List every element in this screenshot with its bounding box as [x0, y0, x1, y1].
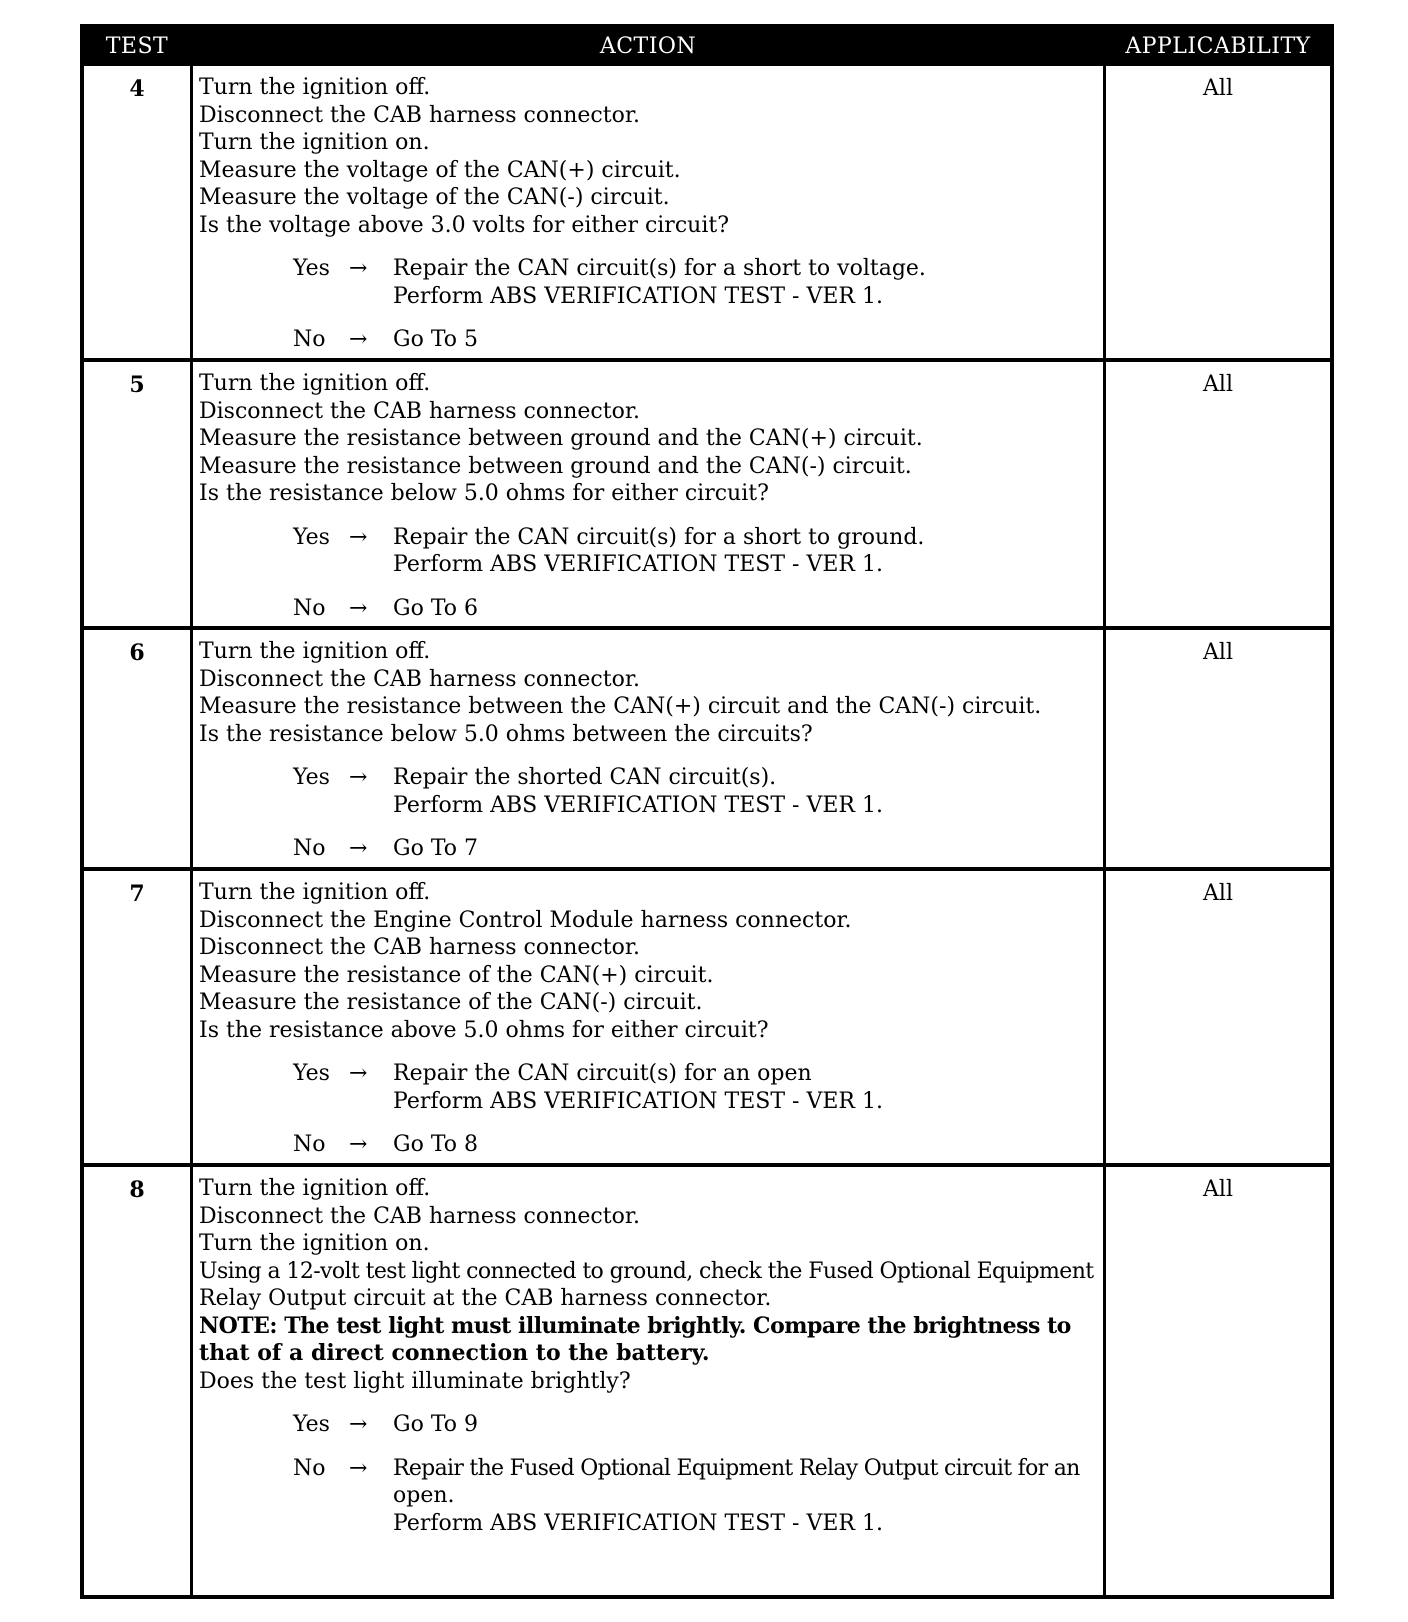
- action-cell: [199, 871, 1099, 1159]
- yes-branch: [199, 1411, 1099, 1439]
- no-result: Perform ABS VERIFICATION TEST - VER 1.: [393, 1510, 883, 1536]
- test-number: 8: [129, 1177, 145, 1203]
- yes-result: Perform ABS VERIFICATION TEST - VER 1.: [393, 1088, 883, 1114]
- action-step: Turn the ignition off.: [199, 75, 431, 100]
- action-step: Measure the resistance of the CAN(+) circuit.: [199, 962, 714, 988]
- applicability-value: All: [1203, 881, 1233, 906]
- column-divider: [1103, 630, 1106, 867]
- test-number: 7: [129, 881, 145, 907]
- no-branch: [199, 595, 1099, 623]
- no-label: No: [293, 836, 326, 861]
- yes-branch: [199, 524, 1099, 579]
- table-row: [84, 1163, 1330, 1595]
- action-step: Turn the ignition off.: [199, 371, 431, 396]
- arrow-icon: →: [349, 1455, 368, 1481]
- yes-result: Repair the CAN circuit(s) for a short to voltage.: [393, 256, 926, 281]
- column-divider: [190, 362, 193, 626]
- test-number: 6: [129, 640, 145, 666]
- action-question: Is the resistance below 5.0 ohms for either circuit?: [199, 481, 769, 506]
- column-divider: [1103, 66, 1106, 358]
- table-row: [84, 626, 1330, 867]
- action-step: Turn the ignition off.: [199, 1176, 431, 1201]
- action-step: Measure the voltage of the CAN(+) circuit.: [199, 157, 681, 183]
- table-row: [84, 358, 1330, 626]
- yes-result: Repair the shorted CAN circuit(s).: [393, 765, 777, 790]
- no-branch: [199, 326, 1099, 354]
- note-text: NOTE: The test light must illuminate brightly. Compare the brightness to: [199, 1312, 1071, 1339]
- action-step: Disconnect the CAB harness connector.: [199, 398, 640, 424]
- yes-branch: [199, 255, 1099, 310]
- no-branch: [199, 1131, 1099, 1159]
- action-step: Turn the ignition off.: [199, 639, 431, 664]
- action-step: Disconnect the CAB harness connector.: [199, 1203, 640, 1229]
- action-question: Is the resistance above 5.0 ohms for either circuit?: [199, 1017, 769, 1043]
- applicability-value: All: [1203, 1177, 1233, 1202]
- arrow-icon: →: [349, 327, 368, 352]
- arrow-icon: →: [349, 256, 368, 281]
- no-branch: [199, 835, 1099, 863]
- note-text: that of a direct connection to the battery.: [199, 1340, 710, 1366]
- action-step: Measure the resistance of the CAN(-) circuit.: [199, 990, 703, 1015]
- action-step: Measure the resistance between ground and the CAN(+) circuit.: [199, 426, 923, 451]
- action-question: Is the resistance below 5.0 ohms between the circuits?: [199, 721, 813, 747]
- header-action: ACTION: [599, 34, 697, 59]
- no-result: open.: [393, 1483, 455, 1508]
- yes-branch: [199, 764, 1099, 819]
- action-step: Relay Output circuit at the CAB harness connector.: [199, 1286, 772, 1311]
- action-question: Does the test light illuminate brightly?: [199, 1368, 631, 1394]
- no-result: Go To 6: [393, 595, 479, 621]
- header-test: TEST: [105, 34, 169, 59]
- column-divider: [190, 1167, 193, 1595]
- action-cell: [199, 66, 1099, 354]
- yes-label: Yes: [293, 765, 330, 790]
- arrow-icon: →: [349, 595, 368, 621]
- action-step: Disconnect the Engine Control Module harness connector.: [199, 907, 852, 933]
- no-result: Go To 5: [393, 327, 479, 352]
- no-label: No: [293, 327, 326, 352]
- no-label: No: [293, 1132, 326, 1157]
- table-row: [84, 66, 1330, 358]
- yes-result: Perform ABS VERIFICATION TEST - VER 1.: [393, 552, 883, 577]
- yes-label: Yes: [293, 256, 330, 281]
- action-step: Measure the resistance between the CAN(+) circuit and the CAN(-) circuit.: [199, 694, 1042, 719]
- yes-result: Perform ABS VERIFICATION TEST - VER 1.: [393, 283, 883, 309]
- action-step: Turn the ignition on.: [199, 1231, 430, 1256]
- column-divider: [1103, 362, 1106, 626]
- yes-label: Yes: [293, 524, 330, 550]
- action-question: Is the voltage above 3.0 volts for either circuit?: [199, 212, 729, 238]
- applicability-value: All: [1203, 372, 1233, 397]
- diagnostic-test-table: [80, 24, 1334, 1599]
- no-result: Go To 8: [393, 1132, 479, 1157]
- action-step: Disconnect the CAB harness connector.: [199, 666, 640, 692]
- no-result: Go To 7: [393, 836, 479, 861]
- action-cell: [199, 362, 1099, 622]
- column-divider: [190, 66, 193, 358]
- yes-result: Repair the CAN circuit(s) for an open: [393, 1061, 812, 1086]
- yes-result: Repair the CAN circuit(s) for a short to ground.: [393, 524, 925, 550]
- action-cell: [199, 630, 1099, 863]
- test-number: 5: [129, 372, 145, 398]
- table-header: [84, 28, 1330, 66]
- arrow-icon: →: [349, 524, 368, 550]
- table-row: [84, 867, 1330, 1163]
- no-branch: [199, 1455, 1099, 1538]
- arrow-icon: →: [349, 1412, 368, 1437]
- action-step: Disconnect the CAB harness connector.: [199, 102, 640, 128]
- test-number: 4: [129, 76, 145, 102]
- no-label: No: [293, 595, 326, 621]
- yes-branch: [199, 1060, 1099, 1115]
- arrow-icon: →: [349, 765, 368, 790]
- applicability-value: All: [1203, 76, 1233, 101]
- action-step: Measure the resistance between ground and the CAN(-) circuit.: [199, 453, 912, 479]
- action-step: Turn the ignition off.: [199, 880, 431, 905]
- yes-label: Yes: [293, 1061, 330, 1086]
- action-step: Disconnect the CAB harness connector.: [199, 935, 640, 960]
- header-applicability: APPLICABILITY: [1125, 34, 1311, 59]
- arrow-icon: →: [349, 836, 368, 861]
- column-divider: [1103, 1167, 1106, 1595]
- no-label: No: [293, 1455, 326, 1481]
- yes-result: Go To 9: [393, 1412, 479, 1437]
- action-step: Measure the voltage of the CAN(-) circuit.: [199, 185, 670, 210]
- action-step: Using a 12-volt test light connected to ground, check the Fused Optional Equipment: [199, 1258, 1094, 1284]
- arrow-icon: →: [349, 1061, 368, 1086]
- column-divider: [1103, 871, 1106, 1163]
- yes-result: Perform ABS VERIFICATION TEST - VER 1.: [393, 792, 883, 818]
- arrow-icon: →: [349, 1132, 368, 1157]
- no-result: Repair the Fused Optional Equipment Relay Output circuit for an: [393, 1455, 1080, 1481]
- applicability-value: All: [1203, 640, 1233, 665]
- yes-label: Yes: [293, 1412, 330, 1437]
- action-step: Turn the ignition on.: [199, 130, 430, 155]
- column-divider: [190, 630, 193, 867]
- column-divider: [190, 871, 193, 1163]
- action-cell: [199, 1167, 1099, 1537]
